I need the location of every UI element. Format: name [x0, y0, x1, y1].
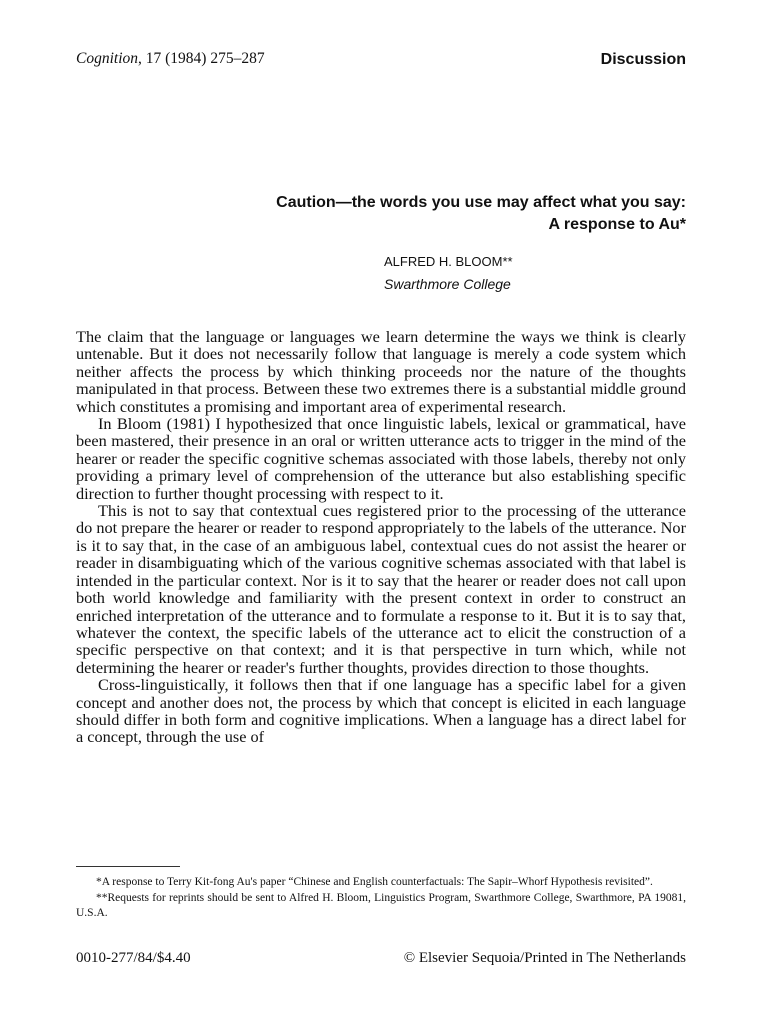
body-paragraph: The claim that the language or languages we learn determine the ways we think is clearly untenable. But it does not necessarily follow that language is merely a code system which neither affects the process by which thinking proceeds nor the nature of the thoughts manipulated in that process. Between these two extremes there is a substantial middle ground which constitutes a promising and important area of experimental research. [76, 327, 686, 416]
article-title [276, 192, 686, 236]
footnotes [76, 875, 686, 922]
body-paragraph: In Bloom (1981) I hypothesized that once linguistic labels, lexical or grammatical, have been mastered, their presence in an oral or written utterance acts to trigger in the mind of the hearer or reader the specific cognitive schemas associated with those labels, thereby not only providing a primary level of comprehension of the utterance but also establishing specific direction to further thought processing with respect to it. [76, 414, 686, 503]
section-label: Discussion [600, 51, 686, 68]
author-name: ALFRED H. BLOOM** [384, 254, 513, 269]
footnote: **Requests for reprints should be sent to Alfred H. Bloom, Linguistics Program, Swarthmore College, Swarthmore, PA 19081, U.S.A. [76, 891, 686, 919]
body-paragraph: This is not to say that contextual cues registered prior to the processing of the utterance do not prepare the hearer or reader to respond appropriately to the labels of the utterance. Nor is it to say that, in the case of an ambiguous label, contextual cues do not assist the hearer or reader in disambiguating which of the various cognitive schemas associated with that label is intended in the particular context. Nor is it to say that the hearer or reader does not call upon both world knowledge and familiarity with the present context in order to construct an enriched interpretation of the utterance and to formulate a response to it. But it is to say that, whatever the context, the specific labels of the utterance act to elicit the construction of a specific perspective on that context; and it is that perspective in turn which, while not determining the hearer or reader's further thoughts, provides direction to those thoughts. [76, 501, 686, 677]
volume-pages: , 17 (1984) 275–287 [138, 50, 265, 67]
title-line-2: A response to Au* [548, 216, 686, 233]
author-affiliation: Swarthmore College [384, 276, 511, 292]
journal-name: Cognition [76, 50, 139, 67]
author-block [384, 251, 513, 295]
issn-code: 0010-277/84/$4.40 [76, 950, 191, 966]
article-body [76, 328, 686, 746]
body-paragraph: Cross-linguistically, it follows then that if one language has a specific label for a given concept and another does not, the process by which that concept is elicited in each language should differ in both form and cognitive implications. When a language has a direct label for a concept, through the use of [76, 675, 686, 747]
title-line-1: Caution—the words you use may affect what you say: [276, 194, 686, 211]
publisher-note: © Elsevier Sequoia/Printed in The Netherlands [403, 950, 686, 966]
footnote-rule [76, 866, 180, 867]
footnote: *A response to Terry Kit-fong Au's paper “Chinese and English counterfactuals: The Sapir–Whorf Hypothesis revisited”. [96, 876, 653, 888]
journal-citation [76, 50, 265, 68]
